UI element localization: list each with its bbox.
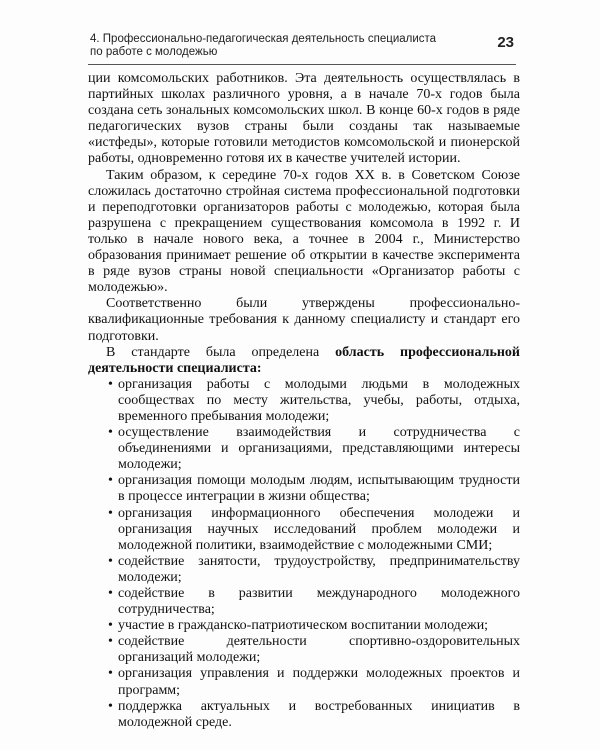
bullet-icon: • [108,473,113,489]
paragraph-1: ции комсомольских работников. Эта деятельность осуществлялась в партийных школах различного уровня, а в начале 70-х годов была создана сеть зональных комсомольских школ. В конце 60-х годов в ряде педагогических вузов страны были созданы так называемые «истфеды», которые готовили методистов комсомольской и пионерской работы, одновременно готовя их в качестве учителей истории. [88,71,520,167]
list-item [108,586,520,618]
bullet-icon: • [108,634,113,650]
list-item-text: организация работы с молодыми людьми в молодежных сообществах по месту жительства, учебы, работы, отдыха, временного пребывания молодежи; [118,376,520,424]
body-text [88,71,520,731]
list-item-text: содействие деятельности спортивно-оздоровительных организаций молодежи; [118,634,520,666]
bullet-icon: • [108,698,113,714]
list-item [108,666,520,698]
list-item-text: содействие в развитии международного молодежного сотрудничества; [118,586,520,618]
paragraph-3: Соответственно были утверждены профессионально-квалификационные требования к данному специалисту и стандарт его подготовки. [88,296,520,344]
list-item [108,377,520,425]
paragraph-standard-intro [88,345,520,377]
bullet-icon: • [108,376,113,392]
standard-intro-prefix: В стандарте была определена [106,344,336,360]
bullet-icon: • [108,553,113,569]
list-item-text: организация управления и поддержки молодежных проектов и программ; [118,666,520,698]
running-header [88,30,516,65]
list-item [108,618,520,634]
list-item-text: участие в гражданско-патриотическом воспитании молодежи; [118,618,489,634]
standard-intro-bold: область профессиональной деятельности специалиста: [88,344,521,376]
activity-list [88,377,520,731]
bullet-icon: • [108,666,113,682]
page-number: 23 [497,34,514,51]
list-item [108,506,520,554]
list-item [108,425,520,473]
bullet-icon: • [108,586,113,601]
list-item-text: осуществление взаимодействия и сотрудничества с объединениями и организациями, представляющими интересы молодежи; [118,425,520,473]
list-item-text: содействие занятости, трудоустройству, предпринимательству молодежи; [118,553,520,585]
list-item [108,554,520,586]
bullet-icon: • [108,425,113,441]
bullet-icon: • [108,505,113,521]
list-item [108,473,520,505]
paragraph-2: Таким образом, к середине 70-х годов XX в. в Советском Союзе сложилась достаточно стройная система профессиональной подготовки и переподготовки организаторов работы с молодежью, которая была разрушена с прекращением существования комсомола в 1992 г. И только в начале нового века, а точнее в 2004 г., Министерство образования принимает решение об открытии в качестве эксперимента в ряде вузов страны новой специальности «Организатор работы с молодежью». [88,167,520,296]
chapter-title: 4. Профессионально-педагогическая деятельность специалиста по работе с молодежью [90,33,437,58]
list-item-text: поддержка актуальных и востребованных инициатив в молодежной среде. [118,698,520,730]
list-item-text: организация помощи молодым людям, испытывающим трудности в процессе интеграции в жизни общества; [118,473,520,505]
list-item-text: организация информационного обеспечения молодежи и организация научных исследований проблем молодежи и молодежной политики, взаимодействие с молодежными СМИ; [118,505,520,553]
bullet-icon: • [108,618,113,634]
list-item [108,699,520,731]
list-item [108,634,520,666]
